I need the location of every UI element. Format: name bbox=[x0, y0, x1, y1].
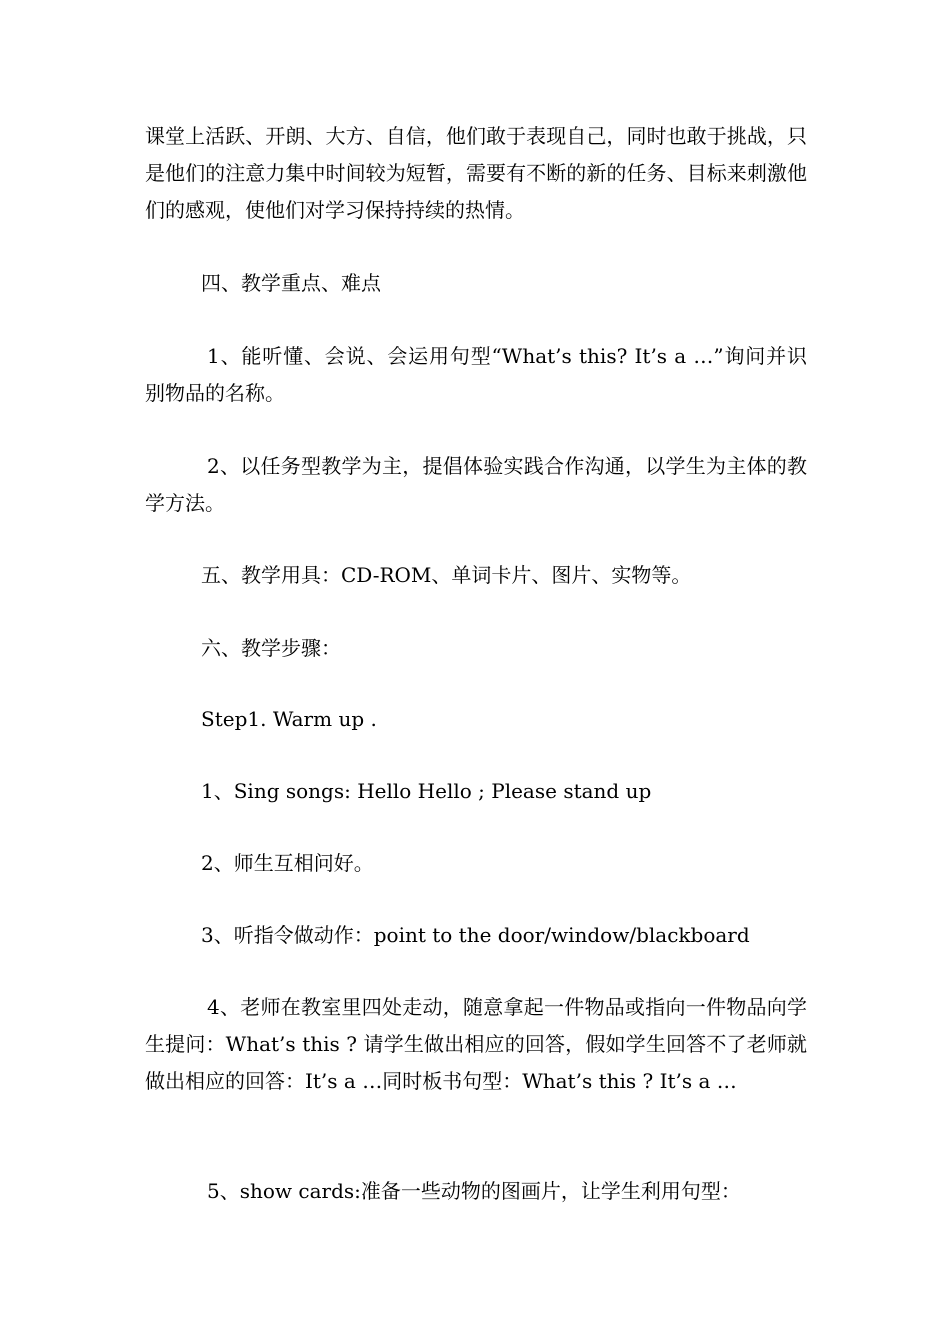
step-item-teacher-questions: 4、老师在教室里四处走动，随意拿起一件物品或指向一件物品向学生提问：What’s this ? 请学生做出相应的回答，假如学生回答不了老师就做出相应的回答：It’s a …同时板书句型：What’s this ? It’s a … bbox=[145, 995, 807, 1093]
step-item-sing-songs: 1、Sing songs: Hello Hello ; Please stand up bbox=[201, 779, 652, 803]
heading-teaching-steps: 六、教学步骤： bbox=[201, 636, 341, 660]
step-item-greetings: 2、师生互相问好。 bbox=[201, 851, 374, 875]
step-item-show-cards: 5、show cards:准备一些动物的图画片，让学生利用句型： bbox=[207, 1179, 741, 1203]
heading-key-points: 四、教学重点、难点 bbox=[201, 271, 381, 295]
paragraph-key-point-2: 2、以任务型教学为主，提倡体验实践合作沟通，以学生为主体的教学方法。 bbox=[145, 454, 807, 515]
step1-warm-up: Step1. Warm up . bbox=[201, 707, 377, 731]
paragraph-student-traits: 课堂上活跃、开朗、大方、自信，他们敢于表现自己，同时也敢于挑战，只是他们的注意力集中时间较为短暂，需要有不断的新的任务、目标来刺激他们的感观，使他们对学习保持持续的热情。 bbox=[145, 124, 807, 222]
paragraph-key-point-1: 1、能听懂、会说、会运用句型“What’s this? It’s a …”询问并识别物品的名称。 bbox=[145, 344, 807, 405]
heading-teaching-aids: 五、教学用具：CD-ROM、单词卡片、图片、实物等。 bbox=[201, 563, 692, 587]
step-item-follow-commands: 3、听指令做动作：point to the door/window/blackboard bbox=[201, 923, 750, 947]
